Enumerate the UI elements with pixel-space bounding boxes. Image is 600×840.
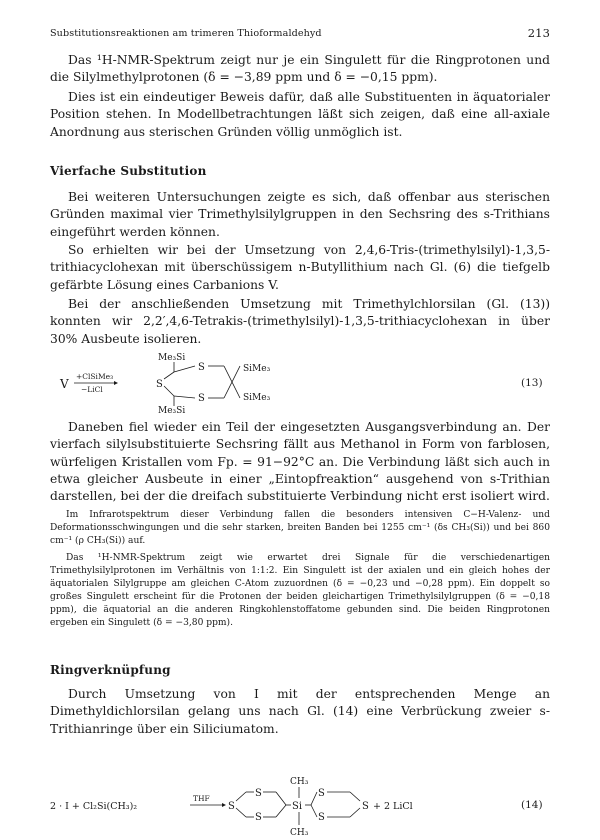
eq13-reactant: V: [60, 377, 69, 391]
eq14-methyl-top: CH₃: [290, 777, 309, 787]
eq14-products: + 2 LiCl: [373, 801, 413, 812]
eq13-arrow-head: [114, 381, 118, 385]
equation-14-structure: [50, 778, 550, 838]
page-number: 213: [527, 26, 550, 40]
note-nmr-spectrum: Das ¹H-NMR-Spektrum zeigt wie erwartet drei Signale für die verschiedenartigen Trimethylsilylprotonen im Verhältnis von 1:1:2. Ein Singulett ist der axialen und ein gleich hohes der äquatorialen Silylgruppe am gleichen C-Atom zuzuordnen (δ = −0,23 und −0,28 ppm). Ein doppelt so großes Singulett erscheint für die Protonen der beiden gleichartigen Trimethylsilylgruppen (δ = −0,18 ppm), die äquatorial an die anderen Ringkohlenstoffatome gebunden sind. Die beiden Ringprotonen ergeben ein Singulett (δ = −3,80 ppm).: [50, 553, 550, 628]
eq14-ring-s-left: S: [228, 801, 235, 812]
eq14-center-si: Si: [292, 801, 303, 812]
eq14-reactants: 2 · I + Cl₂Si(CH₃)₂: [50, 801, 138, 812]
section1-paragraph-2: So erhielten wir bei der Umsetzung von 2,4,6-Tris-(trimethylsilyl)-1,3,5-trithiacyclohexan mit überschüssigem n-Butyllithium nach Gl. (6) die tiefgelb gefärbte Lösung eines Carbanions V.: [50, 243, 550, 292]
section1-paragraph-4: Daneben fiel wieder ein Teil der eingesetzten Ausgangsverbindung an. Der vierfach silylsubstituierte Sechsring fällt aus Methanol in Form von farblosen, würfeligen Kristallen vom Fp. = 91−92°C an. Die Verbindung läßt sich auch in etwa gleicher Ausbeute in einer „Eintopfreaktion“ ausgehend von s-Trithian darstellen, bei der die dreifach substituierte Verbindung nicht erst isoliert wird.: [50, 420, 550, 504]
eq14-ring-s-top-right: S: [318, 788, 325, 799]
eq13-reagent-bottom: −LiCl: [81, 385, 103, 394]
eq14-ring-s-top-left: S: [255, 788, 262, 799]
eq13-sub-right-top: SiMe₃: [243, 364, 271, 374]
eq13-atom-s-top: S: [198, 362, 205, 373]
equation-13-structure: [50, 348, 550, 416]
section2-paragraph-1: Durch Umsetzung von I mit der entsprechenden Menge an Dimethyldichlorsilan gelang uns nach Gl. (14) eine Verbrückung zweier s-Trithianringe über ein Siliciumatom.: [50, 687, 550, 736]
eq14-ring-s-right: S: [362, 801, 369, 812]
intro-paragraph-1: Das ¹H-NMR-Spektrum zeigt nur je ein Singulett für die Ringprotonen und die Silylmethylprotonen (δ = −3,89 ppm und δ = −0,15 ppm).: [50, 53, 550, 85]
eq13-sub-right-bottom: SiMe₃: [243, 393, 271, 403]
section1-paragraph-3: Bei der anschließenden Umsetzung mit Trimethylchlorsilan (Gl. (13)) konnten wir 2,2′,4,6-Tetrakis-(trimethylsilyl)-1,3,5-trithiacyclohexan in über 30% Ausbeute isolieren.: [50, 297, 550, 346]
eq13-atom-s-left: S: [156, 379, 163, 390]
eq14-arrow-head: [222, 803, 226, 807]
eq13-atom-s-bottom: S: [198, 393, 205, 404]
eq13-sub-bottom: Me₃Si: [158, 406, 186, 416]
intro-paragraph-2: Dies ist ein eindeutiger Beweis dafür, daß alle Substituenten in äquatorialer Position stehen. In Modellbetrachtungen läßt sich zeigen, daß eine all-axiale Anordnung aus sterischen Gründen völlig unmöglich ist.: [50, 90, 550, 139]
section1-paragraph-1: Bei weiteren Untersuchungen zeigte es sich, daß offenbar aus sterischen Gründen maximal vier Trimethylsilylgruppen in den Sechsring des s-Trithians eingeführt werden können.: [50, 190, 550, 239]
running-title: Substitutionsreaktionen am trimeren Thioformaldehyd: [50, 28, 322, 39]
eq13-sub-top: Me₃Si: [158, 353, 186, 363]
section-heading-vierfache: Vierfache Substitution: [50, 164, 207, 178]
equation-14: [50, 778, 550, 838]
section-heading-ringverknuepfung: Ringverknüpfung: [50, 663, 171, 677]
eq14-ring-s-bottom-left: S: [255, 812, 262, 823]
eq14-condition: THF: [193, 794, 210, 803]
eq14-methyl-bottom: CH₃: [290, 828, 309, 838]
eq13-reagent-top: +ClSiMe₃: [76, 372, 114, 381]
eq14-ring-s-bottom-right: S: [318, 812, 325, 823]
eq13-number: (13): [521, 377, 543, 389]
note-ir-spectrum: Im Infrarotspektrum dieser Verbindung fallen die besonders intensiven C−H-Valenz- und Deformationsschwingungen und die sehr starken, breiten Banden bei 1255 cm⁻¹ (δs CH₃(Si)) und bei 860 cm⁻¹ (ρ CH₃(Si)) auf.: [50, 510, 550, 546]
running-head: [50, 26, 550, 42]
equation-13: [50, 348, 550, 416]
eq14-number: (14): [521, 799, 543, 811]
